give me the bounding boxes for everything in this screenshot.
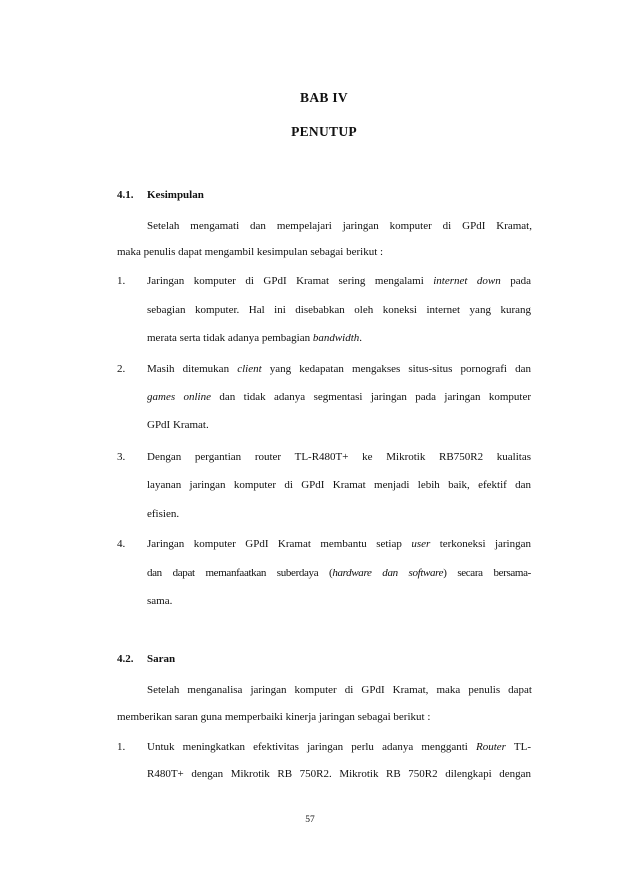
list-item-line: Masih ditemukan client yang kedapatan mengakses situs-situs pornografi dan <box>147 363 531 375</box>
list-item-line: Dengan pergantian router TL-R480T+ ke Mikrotik RB750R2 kualitas <box>147 451 531 463</box>
section-title: Saran <box>147 653 176 665</box>
list-item-line: GPdI Kramat. <box>147 419 209 431</box>
section-number: 4.2. <box>117 653 134 665</box>
paragraph-line: maka penulis dapat mengambil kesimpulan sebagai berikut : <box>117 246 384 258</box>
list-item-line: sama. <box>147 595 173 607</box>
paragraph-line: memberikan saran guna memperbaiki kinerja jaringan sebagai berikut : <box>117 711 431 723</box>
list-item-line: merata serta tidak adanya pembagian bandwidth. <box>147 332 363 344</box>
emphasis-term: games online <box>147 391 211 403</box>
emphasis-term: Router <box>475 741 506 753</box>
list-number: 1. <box>117 741 126 753</box>
emphasis-term: bandwidth <box>312 332 360 344</box>
list-item-line: sebagian komputer. Hal ini disebabkan oleh koneksi internet yang kurang <box>147 304 531 316</box>
chapter-title: PENUTUP <box>291 124 357 139</box>
emphasis-term: user <box>411 538 431 550</box>
paragraph-line: Setelah menganalisa jaringan komputer di GPdI Kramat, maka penulis dapat <box>147 684 532 696</box>
list-item-line: dan dapat memanfaatkan suberdaya (hardware dan software) secara bersama- <box>147 567 531 579</box>
list-number: 2. <box>117 363 126 375</box>
list-item-line: Jaringan komputer GPdI Kramat membantu setiap user terkoneksi jaringan <box>147 538 531 550</box>
list-number: 4. <box>117 538 126 550</box>
list-item-line: layanan jaringan komputer di GPdI Kramat menjadi lebih baik, efektif dan <box>147 479 531 491</box>
paragraph-line: Setelah mengamati dan mempelajari jaringan komputer di GPdI Kramat, <box>147 220 532 232</box>
list-item-line: Jaringan komputer di GPdI Kramat sering mengalami internet down pada <box>147 275 531 287</box>
page-number: 57 <box>305 815 315 825</box>
emphasis-term: internet down <box>433 275 501 287</box>
emphasis-term: hardware dan software <box>332 567 444 579</box>
chapter-label: BAB IV <box>300 90 348 105</box>
section-number: 4.1. <box>117 189 134 201</box>
list-item-line: Untuk meningkatkan efektivitas jaringan perlu adanya mengganti Router TL- <box>147 741 532 753</box>
section-title: Kesimpulan <box>147 189 204 201</box>
list-number: 3. <box>117 451 126 463</box>
list-number: 1. <box>117 275 126 287</box>
list-item-line: games online dan tidak adanya segmentasi jaringan pada jaringan komputer <box>147 391 532 403</box>
list-item-line: R480T+ dengan Mikrotik RB 750R2. Mikrotik RB 750R2 dilengkapi dengan <box>147 768 531 780</box>
emphasis-term: client <box>237 363 262 375</box>
list-item-line: efisien. <box>147 508 180 520</box>
